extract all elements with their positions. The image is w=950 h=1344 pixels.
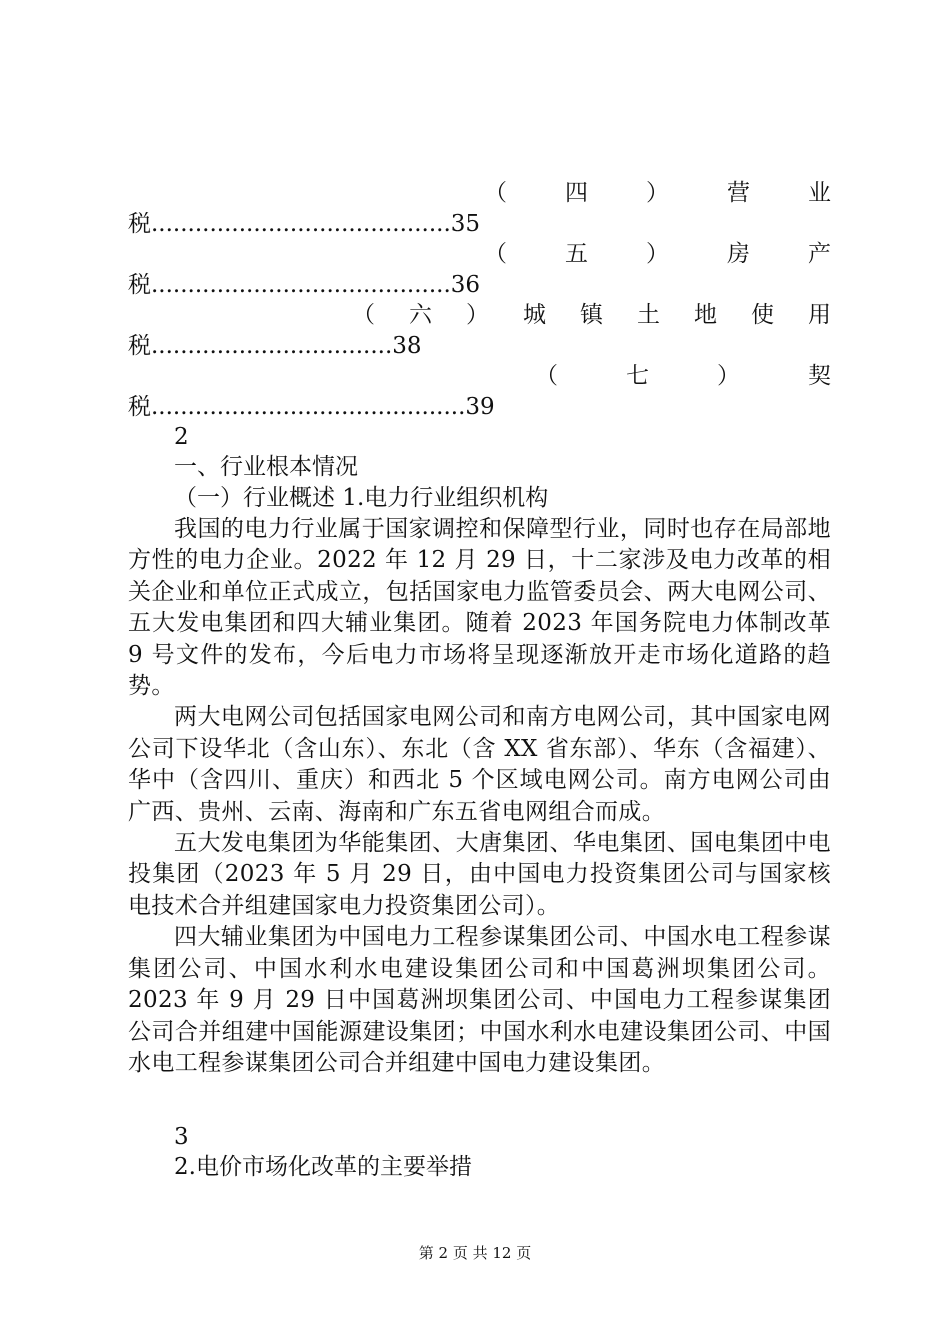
- paragraph: 两大电网公司包括国家电网公司和南方电网公司，其中国家电网公司下设华北（含山东）、东北（含 XX 省东部）、华东（含福建）、华中（含四川、重庆）和西北 5 个区域电网公司。南方电网公司由广西、贵州、云南、海南和广东五省电网组合而成。: [128, 704, 831, 825]
- section-heading: 一、行业根本情况: [174, 454, 358, 480]
- subsection-heading: （一）行业概述 1.电力行业组织机构: [174, 485, 549, 511]
- subsection-heading-2: 2.电价市场化改革的主要举措: [174, 1154, 472, 1180]
- toc-6-leader[interactable]: 税.................................38: [128, 333, 422, 359]
- page-number-marker-2: 3: [174, 1124, 189, 1150]
- paragraph: 我国的电力行业属于国家调控和保障型行业，同时也存在局部地方性的电力企业。2022 年 12 月 29 日，十二家涉及电力改革的相关企业和单位正式成立，包括国家电力监管委员会、两大电网公司、五大发电集团和四大辅业集团。随着 2023 年国务院电力体制改革 9 号文件的发布，今后电力市场将呈现逐渐放开走市场化道路的趋势。: [128, 516, 831, 700]
- toc-6-title: （ 六 ） 城 镇 土 地 使 用: [352, 302, 831, 328]
- toc-5-leader[interactable]: 税.........................................36: [128, 272, 481, 298]
- toc-4-title: （ 四 ） 营 业: [484, 180, 831, 206]
- page-number-marker: 2: [174, 424, 189, 450]
- toc-4-leader[interactable]: 税.........................................35: [128, 211, 481, 237]
- page-footer: 第 2 页 共 12 页: [418, 1244, 532, 1262]
- paragraph: 四大辅业集团为中国电力工程参谋集团公司、中国水电工程参谋集团公司、中国水利水电建设集团公司和中国葛洲坝集团公司。2023 年 9 月 29 日中国葛洲坝集团公司、中国电力工程参谋集团公司合并组建中国能源建设集团；中国水利水电建设集团公司、中国水电工程参谋集团公司合并组建中国电力建设集团。: [128, 924, 831, 1076]
- toc-5-title: （ 五 ） 房 产: [484, 241, 831, 267]
- toc-7-title: （ 七 ） 契: [535, 363, 831, 389]
- toc-7-leader[interactable]: 税...........................................39: [128, 394, 495, 420]
- paragraph: 五大发电集团为华能集团、大唐集团、华电集团、国电集团中电投集团（2023 年 5 月 29 日，由中国电力投资集团公司与国家核电技术合并组建国家电力投资集团公司）。: [128, 830, 831, 919]
- body-text: [128, 514, 831, 1079]
